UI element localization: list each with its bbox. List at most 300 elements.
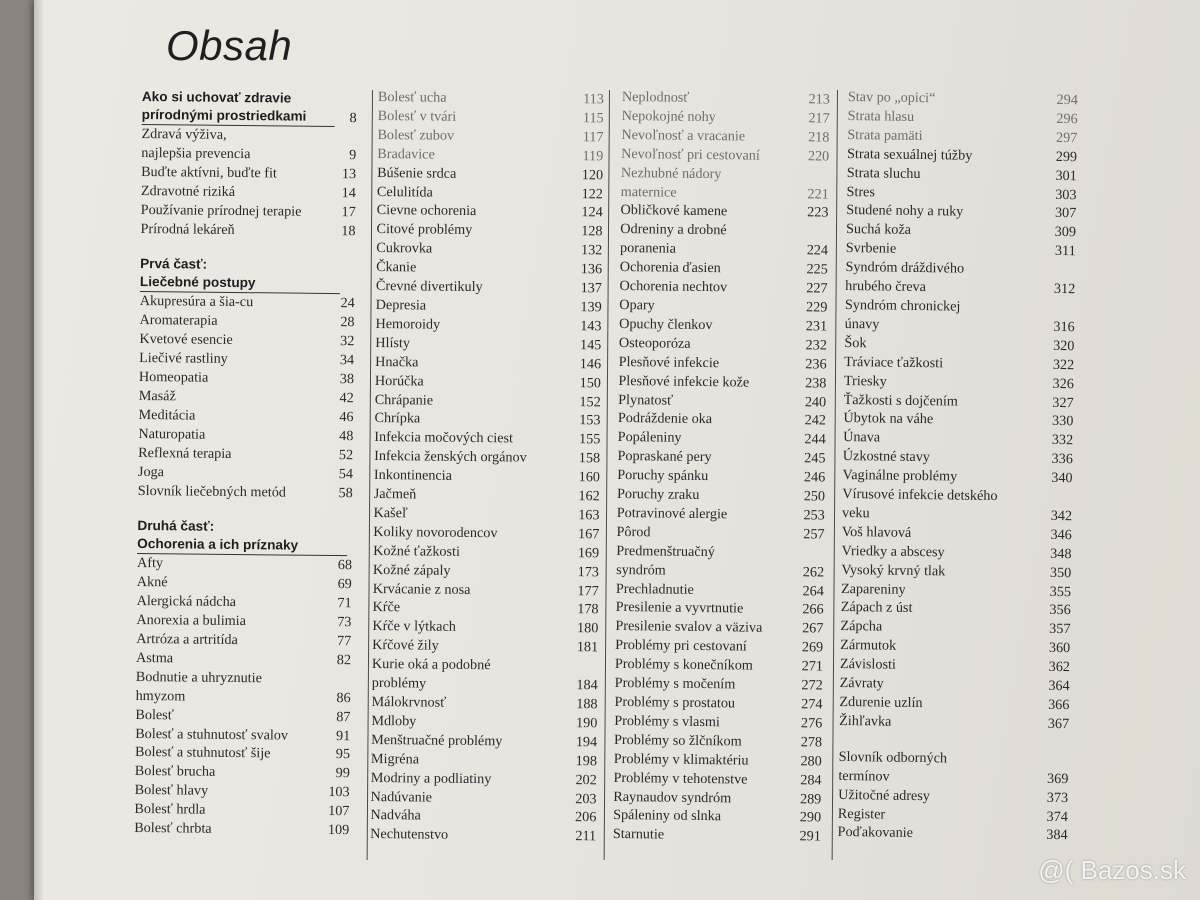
toc-entry-label: Nadváha <box>370 807 421 824</box>
toc-entry <box>376 258 602 279</box>
toc-entry <box>136 630 351 651</box>
toc-entry <box>845 258 1076 299</box>
section-heading-part-2: Druhá časť: Ochorenia a ich príznaky <box>137 517 352 556</box>
toc-entry <box>371 769 597 790</box>
toc-entry <box>378 107 604 128</box>
toc-entry-label: Akné <box>136 574 168 591</box>
toc-entry-label: Plesňové infekcie <box>618 353 720 371</box>
toc-entry <box>134 800 349 821</box>
toc-entry-label: Ochorenia nechtov <box>619 278 728 296</box>
toc-entry <box>838 748 1069 789</box>
toc-entry-page: 284 <box>800 771 822 789</box>
toc-entry-page: 267 <box>802 620 824 637</box>
toc-entry-label: Vaginálne problémy <box>842 467 958 485</box>
toc-entry-page: 238 <box>805 374 827 392</box>
toc-entry-label: Čkanie <box>376 259 417 276</box>
toc-entry <box>374 428 600 449</box>
toc-entry <box>137 592 352 613</box>
toc-entry-page: 42 <box>339 390 354 407</box>
toc-entry-label: Jačmeň <box>373 486 417 503</box>
toc-entry <box>376 239 602 260</box>
toc-entry-page: 91 <box>335 727 351 744</box>
toc-entry-label: Strata sluchu <box>846 164 921 182</box>
toc-entry <box>139 368 354 389</box>
toc-entry <box>370 825 596 846</box>
toc-entry-page: 309 <box>1054 224 1077 241</box>
toc-entry-label: Homeopatia <box>138 369 209 386</box>
toc-entry-page: 278 <box>800 734 823 751</box>
toc-entry <box>374 409 600 430</box>
toc-entry-label: Bodnutie a uhryznutie hmyzom <box>135 668 263 705</box>
toc-entry <box>371 750 597 771</box>
toc-entry-page: 113 <box>583 91 604 108</box>
toc-entry-label: Menštruačné problémy <box>371 731 503 750</box>
toc-entry-label: Hlísty <box>375 334 411 352</box>
toc-entry-page: 362 <box>1048 659 1071 676</box>
toc-entry-label: Strata hlasu <box>847 107 915 125</box>
toc-column-2 <box>370 88 604 847</box>
toc-entry-label: Ochorenia ďasien <box>619 259 721 277</box>
toc-entry <box>138 444 353 465</box>
toc-entry-page: 169 <box>577 544 600 562</box>
toc-entry-page: 297 <box>1055 129 1078 147</box>
toc-entry-page: 245 <box>804 450 826 467</box>
toc-entry <box>136 611 351 632</box>
toc-entry-label: Kŕče v lýtkach <box>372 618 456 636</box>
toc-entry-label: Plesňové infekcie kože <box>618 372 750 391</box>
toc-entry-label: Bolesť zubov <box>377 126 455 144</box>
toc-entry <box>135 725 350 746</box>
toc-entry-page: 348 <box>1050 545 1072 562</box>
toc-entry <box>135 743 350 764</box>
toc-entry-label: Plynatosť <box>618 391 674 409</box>
toc-entry-label: Astma <box>135 649 174 667</box>
toc-entry-label: Úbytok na váhe <box>843 410 934 428</box>
toc-entry <box>138 463 353 484</box>
toc-entry-page: 220 <box>807 147 830 165</box>
toc-entry-page: 369 <box>1046 770 1069 787</box>
toc-entry <box>141 201 356 222</box>
toc-entry-page: 143 <box>580 318 602 335</box>
section-heading-intro: Ako si uchovať zdravie prírodnými prostriedkami 8 <box>141 88 357 127</box>
toc-entry-page: 211 <box>575 828 597 845</box>
toc-entry-page: 203 <box>575 790 597 807</box>
toc-entry-label: Citové problémy <box>376 221 473 239</box>
toc-entry <box>617 485 825 506</box>
toc-entry <box>621 145 829 166</box>
toc-entry <box>839 712 1069 734</box>
toc-entry-page: 227 <box>806 280 828 297</box>
toc-entry-page: 202 <box>575 771 597 788</box>
toc-entry <box>617 504 825 525</box>
toc-entry <box>376 277 602 298</box>
toc-entry-page: 173 <box>577 563 600 580</box>
toc-entry-label: Cukrovka <box>376 240 433 257</box>
toc-entry-page: 38 <box>339 371 355 388</box>
toc-entry-page: 115 <box>582 110 604 127</box>
toc-entry-label: Celulitída <box>376 183 433 201</box>
toc-entry-page: 342 <box>1050 507 1073 525</box>
toc-entry-label: Bolesť brucha <box>134 763 216 781</box>
toc-entry-label: Obličkové kamene <box>620 202 728 220</box>
toc-entry-page: 188 <box>576 696 598 713</box>
toc-entry <box>135 762 350 783</box>
toc-entry-page: 117 <box>582 128 604 146</box>
toc-entry-label: Slovník odborných termínov <box>838 748 948 785</box>
toc-entry <box>371 731 597 752</box>
toc-entry-page: 107 <box>328 803 350 820</box>
toc-entry-page: 384 <box>1046 827 1068 844</box>
toc-entry-page: 224 <box>806 242 829 259</box>
toc-entry <box>622 107 830 128</box>
toc-entry-label: Črevné divertikuly <box>375 278 483 296</box>
toc-entry-label: Popáleniny <box>617 429 682 447</box>
toc-entry-label: Bolesť a stuhnutosť šije <box>134 744 271 762</box>
toc-entry-page: 54 <box>338 465 354 482</box>
toc-entry <box>139 311 354 332</box>
toc-entry-label: Akupresúra a šia-cu <box>139 293 254 311</box>
toc-entry-page: 232 <box>805 337 827 354</box>
toc-entry <box>377 126 603 147</box>
toc-entry-label: Závislosti <box>839 656 897 673</box>
toc-entry-page: 122 <box>581 185 603 202</box>
toc-entry-label: Koliky novorodencov <box>373 523 498 542</box>
toc-entry <box>375 315 601 336</box>
toc-entry-label: Prechladnutie <box>615 580 694 598</box>
toc-entry-page: 322 <box>1052 356 1075 373</box>
toc-entry <box>375 353 601 374</box>
toc-entry <box>373 561 599 582</box>
toc-entry-page: 73 <box>337 614 352 631</box>
toc-entry <box>618 390 826 411</box>
toc-entry-label: Žihľavka <box>839 712 892 730</box>
toc-entry-label: Bolesť chrbta <box>134 820 212 837</box>
toc-entry <box>370 806 596 827</box>
toc-entry-label: Hemoroidy <box>375 315 441 333</box>
toc-entry-label: Raynaudov syndróm <box>613 788 732 806</box>
toc-entry-page: 132 <box>580 242 603 259</box>
toc-entry-page: 162 <box>578 488 600 505</box>
toc-entry-label: Presilenie svalov a väziva <box>615 618 763 637</box>
toc-entry <box>618 372 826 393</box>
toc-entry-label: Syndróm dráždivého hrubého čreva <box>845 259 965 296</box>
toc-entry-page: 236 <box>805 355 827 373</box>
toc-entry-page: 14 <box>341 184 356 201</box>
toc-entry-page: 367 <box>1047 715 1070 733</box>
toc-entry-label: Odreniny a drobné poranenia <box>619 221 727 257</box>
toc-entry-page: 291 <box>799 828 821 845</box>
toc-entry-label: Liečivé rastliny <box>139 350 228 368</box>
toc-entry-label: Popraskané pery <box>617 448 712 466</box>
toc-entry <box>374 485 600 506</box>
toc-entry <box>613 769 821 790</box>
toc-entry-page: 229 <box>805 299 828 316</box>
toc-entry-label: Neplodnosť <box>621 88 690 106</box>
toc-entry-label: Problémy s močením <box>614 675 736 693</box>
toc-entry-page: 294 <box>1056 91 1078 109</box>
toc-entry <box>615 617 823 638</box>
toc-entry-label: Vysoký krvný tlak <box>841 561 946 580</box>
toc-entry-page: 246 <box>803 469 826 486</box>
toc-entry-page: 242 <box>804 412 827 429</box>
toc-entry-label: Závraty <box>839 675 884 692</box>
toc-entry <box>616 523 824 544</box>
toc-entry <box>377 145 603 166</box>
toc-entry-page: 18 <box>341 222 356 239</box>
toc-entry-label: Anorexia a bulimia <box>136 612 247 630</box>
toc-entry-page: 274 <box>801 696 823 713</box>
toc-entry-page: 139 <box>580 299 602 316</box>
toc-entry <box>136 649 351 670</box>
toc-entry-page: 340 <box>1051 470 1073 487</box>
toc-entry <box>616 542 824 582</box>
toc-entry-label: Slovník liečebných metód <box>137 482 287 501</box>
toc-entry-label: Bolesť v tvári <box>377 107 457 125</box>
toc-entry <box>617 447 825 468</box>
section-heading-part-1: Prvá časť: Liečebné postupy <box>140 255 355 294</box>
toc-entry-label: Aromaterapia <box>139 312 218 330</box>
toc-entry-label: Studené nohy a ruky <box>846 202 964 221</box>
toc-entry <box>371 693 597 714</box>
toc-entry <box>140 220 355 241</box>
toc-entry-page: 272 <box>801 677 823 694</box>
toc-entry-label: Úzkostné stavy <box>842 448 931 466</box>
toc-entry-label: Naturopatia <box>138 425 206 443</box>
toc-entry-page: 137 <box>580 280 602 297</box>
toc-entry-page: 95 <box>335 746 351 763</box>
toc-entry-label: Potravinové alergie <box>616 504 728 523</box>
toc-entry-label: Zapareniny <box>840 580 906 598</box>
toc-entry-page: 124 <box>581 204 603 221</box>
toc-entry <box>616 598 824 619</box>
toc-entry-label: Strata pamäti <box>847 126 923 144</box>
toc-entry-page: 312 <box>1053 280 1076 298</box>
toc-entry <box>140 292 355 313</box>
toc-entry-page: 307 <box>1054 205 1077 222</box>
toc-entry <box>373 580 599 601</box>
toc-entry <box>621 164 829 204</box>
toc-entry <box>845 296 1076 337</box>
toc-entry <box>614 712 822 733</box>
toc-entry <box>615 636 823 657</box>
toc-entry <box>619 334 827 355</box>
toc-entry-page: 346 <box>1050 526 1072 544</box>
toc-entry-page: 146 <box>579 355 602 373</box>
toc-entry-page: 190 <box>575 715 598 732</box>
toc-entry <box>622 88 830 109</box>
toc-entry-label: Presilenie a vyvrtnutie <box>615 599 744 617</box>
watermark-logo: @( Bazos.sk <box>1038 855 1186 885</box>
toc-entry <box>141 182 356 203</box>
toc-entry-label: Ťažkosti s dojčením <box>843 391 959 410</box>
toc-entry <box>139 330 354 351</box>
toc-entry <box>141 163 356 184</box>
toc-entry-page: 262 <box>802 563 825 581</box>
toc-entry-page: 269 <box>801 639 824 656</box>
toc-entry-label: Bolesť ucha <box>377 88 447 106</box>
toc-entry-label: Modriny a podliatiny <box>370 769 492 787</box>
toc-column-4 <box>837 88 1078 845</box>
toc-entry-page: 364 <box>1048 677 1070 695</box>
toc-entry <box>370 787 596 808</box>
toc-entry-page: 155 <box>578 431 601 448</box>
toc-entry-page: 152 <box>579 393 601 410</box>
toc-entry-label: Bolesť a stuhnutosť svalov <box>135 725 289 744</box>
toc-entry-page: 206 <box>575 809 597 826</box>
toc-entry-label: Register <box>837 805 886 823</box>
toc-entry <box>136 668 351 708</box>
toc-entry-label: Mdloby <box>371 712 417 730</box>
toc-entry-label: Kašeľ <box>373 504 408 522</box>
toc-entry-page: 194 <box>575 733 598 751</box>
toc-entry-page: 225 <box>806 261 828 278</box>
toc-entry-label: Používanie prírodnej terapie <box>140 201 302 220</box>
toc-entry-label: Svrbenie <box>845 240 897 257</box>
toc-entry-page: 103 <box>328 784 350 801</box>
toc-entry <box>373 523 599 544</box>
toc-entry-label: Suchá koža <box>845 221 912 239</box>
toc-entry-page: 163 <box>578 507 600 524</box>
toc-entry-page: 356 <box>1049 602 1071 619</box>
toc-entry-label: Problémy v klimaktériu <box>613 750 749 769</box>
toc-entry-page: 177 <box>577 582 599 599</box>
toc-entry-page: 217 <box>808 110 830 127</box>
toc-entry-page: 332 <box>1051 432 1074 449</box>
toc-column-3 <box>613 88 830 847</box>
toc-entry-page: 160 <box>578 469 601 486</box>
toc-entry-page: 320 <box>1053 337 1075 354</box>
toc-entry-page: 24 <box>340 295 355 312</box>
toc-entry-page: 184 <box>576 677 598 694</box>
toc-entry-label: Bolesť <box>135 706 174 724</box>
toc-entry-page: 158 <box>578 450 601 467</box>
toc-entry-page: 167 <box>577 525 600 543</box>
toc-entry <box>620 220 828 260</box>
toc-entry <box>615 655 823 676</box>
toc-entry-page: 17 <box>341 203 356 220</box>
toc-entry-label: Zdurenie uzlín <box>839 693 923 712</box>
toc-entry-page: 240 <box>804 393 827 411</box>
toc-entry <box>135 781 350 802</box>
toc-entry <box>378 88 604 109</box>
toc-entry <box>138 406 353 427</box>
toc-entry-page: 303 <box>1055 186 1077 203</box>
toc-entry-label: Kvetové esencie <box>139 331 233 349</box>
toc-entry-label: Kožné ťažkosti <box>373 542 461 560</box>
page-fold-shadow <box>34 0 44 900</box>
toc-entry-label: Vriedky a abscesy <box>841 542 945 561</box>
toc-entry-page: 28 <box>340 314 355 331</box>
toc-entry-page: 82 <box>336 652 352 669</box>
toc-entry-page: 316 <box>1053 318 1075 336</box>
toc-entry-label: Málokrvnosť <box>371 693 447 711</box>
toc-entry-page: 360 <box>1048 640 1071 657</box>
toc-entry-label: Bolesť hlavy <box>134 782 209 800</box>
toc-entry-page: 145 <box>579 336 602 354</box>
toc-entry-page: 296 <box>1056 110 1078 128</box>
toc-entry-label: Únava <box>843 429 881 446</box>
toc-entry-page: 327 <box>1052 394 1074 411</box>
toc-entry-page: 250 <box>803 488 826 505</box>
toc-entry-label: Chrápanie <box>374 391 434 409</box>
toc-entry <box>139 387 354 408</box>
toc-entry <box>138 481 353 502</box>
column-divider <box>604 90 610 860</box>
toc-entry-page: 58 <box>338 484 353 501</box>
toc-entry-label: Opary <box>619 296 655 314</box>
toc-entry-page: 99 <box>335 765 350 782</box>
toc-entry-label: Prírodná lekáreň <box>140 220 235 238</box>
toc-entry-label: Nepokojné nohy <box>621 107 716 126</box>
toc-entry-label: Zdravotné riziká <box>140 182 236 200</box>
toc-entry-label: Spáleniny od slnka <box>613 807 722 825</box>
toc-entry <box>617 466 825 487</box>
toc-entry <box>619 296 827 317</box>
toc-entry-page: 180 <box>576 620 599 637</box>
toc-entry-label: Kožné zápaly <box>372 561 451 579</box>
toc-entry <box>375 372 601 393</box>
toc-entry-label: Pôrod <box>616 523 651 541</box>
toc-entry-label: Horúčka <box>374 372 424 390</box>
toc-entry-page: 280 <box>800 752 822 770</box>
toc-entry-label: Kurie oká a podobné problémy <box>371 656 491 692</box>
toc-entry-page: 48 <box>339 427 354 445</box>
toc-entry <box>373 542 599 563</box>
toc-entry-label: Nevoľnosť a vracanie <box>621 126 746 145</box>
toc-entry-label: Zápach z úst <box>840 599 913 617</box>
toc-entry-label: Chrípka <box>374 410 421 427</box>
toc-entry-page: 244 <box>804 431 826 448</box>
toc-entry-label: Problémy s konečníkom <box>614 656 753 674</box>
toc-entry-page: 136 <box>580 261 603 278</box>
toc-entry-page: 218 <box>808 129 830 146</box>
toc-entry <box>620 258 828 279</box>
toc-entry <box>614 731 822 752</box>
toc-entry-label: Artróza a artritída <box>136 631 238 649</box>
toc-entry-page: 357 <box>1049 621 1071 638</box>
toc-entry-label: Predmenštruačný syndróm <box>616 542 715 579</box>
toc-entry <box>614 693 822 714</box>
toc-entry-page: 52 <box>338 446 354 463</box>
toc-entry-page: 86 <box>336 689 351 706</box>
toc-entry <box>375 334 601 355</box>
toc-entry-page: 221 <box>807 185 829 203</box>
toc-entry-page: 301 <box>1055 167 1077 184</box>
toc-entry-label: Zápcha <box>840 618 883 635</box>
toc-entry-page: 153 <box>579 412 601 429</box>
toc-entry-label: Depresia <box>375 296 427 314</box>
toc-entry <box>377 201 603 222</box>
toc-entry <box>842 485 1073 526</box>
toc-entry-page: 231 <box>805 318 828 335</box>
toc-entry <box>371 712 597 733</box>
toc-entry <box>619 315 827 336</box>
toc-entry <box>134 819 349 840</box>
toc-entry <box>135 706 350 727</box>
toc-entry <box>837 823 1067 845</box>
toc-entry <box>137 573 352 594</box>
toc-entry-label: Nadúvanie <box>370 788 433 806</box>
toc-entry-page: 276 <box>800 715 823 732</box>
toc-entry-label: Meditácia <box>138 406 196 424</box>
toc-entry-page: 69 <box>337 576 352 593</box>
toc-entry <box>613 787 821 808</box>
toc-entry-page: 373 <box>1046 789 1069 806</box>
toc-entry-label: Zármutok <box>840 637 897 655</box>
toc-entry-label: Zdravá výživa, najlepšia prevencia <box>141 125 251 163</box>
toc-entry <box>621 126 829 147</box>
toc-entry-label: Migréna <box>370 750 420 768</box>
